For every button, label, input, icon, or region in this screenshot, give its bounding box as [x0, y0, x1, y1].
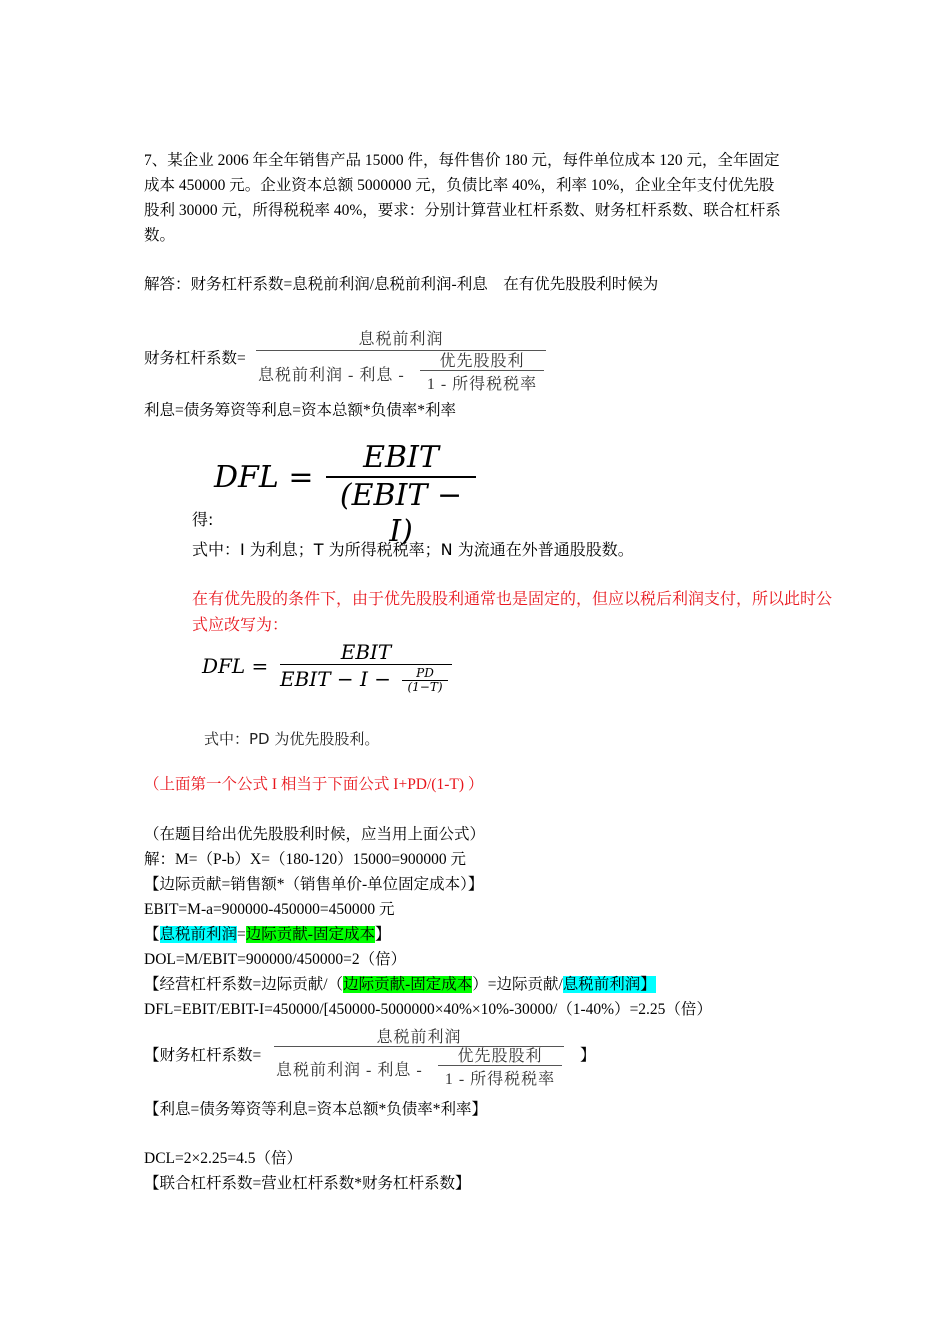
problem-line: 成本 450000 元。企业资本总额 5000000 元，负债比率 40%，利率 10%，企业全年支付优先股: [144, 177, 775, 194]
solution-bracket-5: 【利息=债务筹资等利息=资本总额*负债率*利率】: [144, 1101, 487, 1118]
de-label: 得:: [192, 510, 214, 529]
solution-bracket-6: 【联合杠杆系数=营业杠杆系数*财务杠杆系数】: [144, 1175, 471, 1192]
highlight-cyan: 息税前利润】: [562, 976, 656, 993]
solution-dcl-line: DCL=2×2.25=4.5（倍）: [144, 1150, 302, 1167]
paren-note: （上面第一个公式 I 相当于下面公式 I+PD/(1-T) ）: [144, 776, 484, 793]
solution-bracket-1: 【边际贡献=销售额*（销售单价-单位固定成本）】: [144, 876, 484, 893]
red-note-line: 式应改写为：: [192, 615, 289, 634]
solution-dol-line: DOL=M/EBIT=900000/450000=2（倍）: [144, 951, 407, 968]
dfl2-numerator: EBIT: [340, 640, 392, 664]
dfl2-lhs: DFL =: [202, 654, 269, 678]
solution-note: （在题目给出优先股股利时候，应当用上面公式）: [144, 826, 486, 843]
solution-m-line: 解：M=（P-b）X=（180-120）15000=900000 元: [144, 851, 467, 868]
problem-line: 7、某企业 2006 年全年销售产品 15000 件，每件售价 180 元，每件单位成本 120 元，全年固定: [144, 152, 780, 169]
formula-inner-denominator: 1 - 所得税税率: [444, 1071, 556, 1088]
solution-ebit-line: EBIT=M-a=900000-450000=450000 元: [144, 901, 395, 918]
formula-denominator-prefix: 息税前利润 - 利息 -: [276, 1062, 423, 1079]
red-note-line: 在有优先股的条件下，由于优先股股利通常也是固定的，但应以税后利润支付，所以此时公: [192, 589, 833, 608]
formula-numerator: 息税前利润: [358, 331, 444, 348]
problem-line: 股利 30000 元，所得税税率 40%，要求：分别计算营业杠杆系数、财务杠杆系数、联合杠杆系: [144, 202, 781, 219]
dfl2-den-main: EBIT − I −: [280, 667, 392, 691]
solution-bracket-2: 【息税前利润=边际贡献-固定成本】: [144, 926, 391, 943]
dfl-lhs: DFL =: [214, 460, 314, 495]
formula-inner-denominator: 1 - 所得税税率: [426, 376, 538, 393]
answer-intro: 解答：财务杠杆系数=息税前利润/息税前利润-利息 在有优先股股利时候为: [144, 276, 659, 293]
where-note-2: 式中：PD 为优先股股利。: [204, 730, 380, 748]
dfl-denominator: (EBIT − I): [339, 478, 463, 549]
formula-denominator-prefix: 息税前利润 - 利息 -: [258, 367, 405, 384]
highlight-cyan: 息税前利润: [159, 926, 238, 943]
solution-bracket-3: 【经营杠杆系数=边际贡献/（边际贡献-固定成本）=边际贡献/息税前利润】: [144, 976, 656, 993]
where-note-1: 式中：I 为利息；T 为所得税税率；N 为流通在外普通股股数。: [192, 540, 634, 559]
dfl-numerator: EBIT: [363, 440, 439, 475]
solution-dfl-line: DFL=EBIT/EBIT-I=450000/[450000-5000000×40%×10%-30000/（1-40%）=2.25（倍）: [144, 1001, 712, 1018]
dfl2-one-minus-t: (1−T): [407, 680, 443, 694]
interest-line: 利息=债务筹资等利息=资本总额*负债率*利率: [144, 402, 456, 419]
formula-inner-numerator: 优先股股利: [439, 353, 525, 370]
formula-label: 财务杠杆系数=: [144, 350, 246, 367]
problem-statement: [144, 148, 807, 248]
formula-numerator: 息税前利润: [376, 1029, 462, 1046]
formula-inner-numerator: 优先股股利: [457, 1048, 543, 1065]
red-note: [192, 586, 832, 638]
highlight-green: 边际贡献-固定成本: [343, 976, 473, 993]
highlight-green: 边际贡献-固定成本: [245, 926, 375, 943]
problem-line: 数。: [144, 227, 176, 244]
dfl2-pd: PD: [416, 666, 434, 680]
